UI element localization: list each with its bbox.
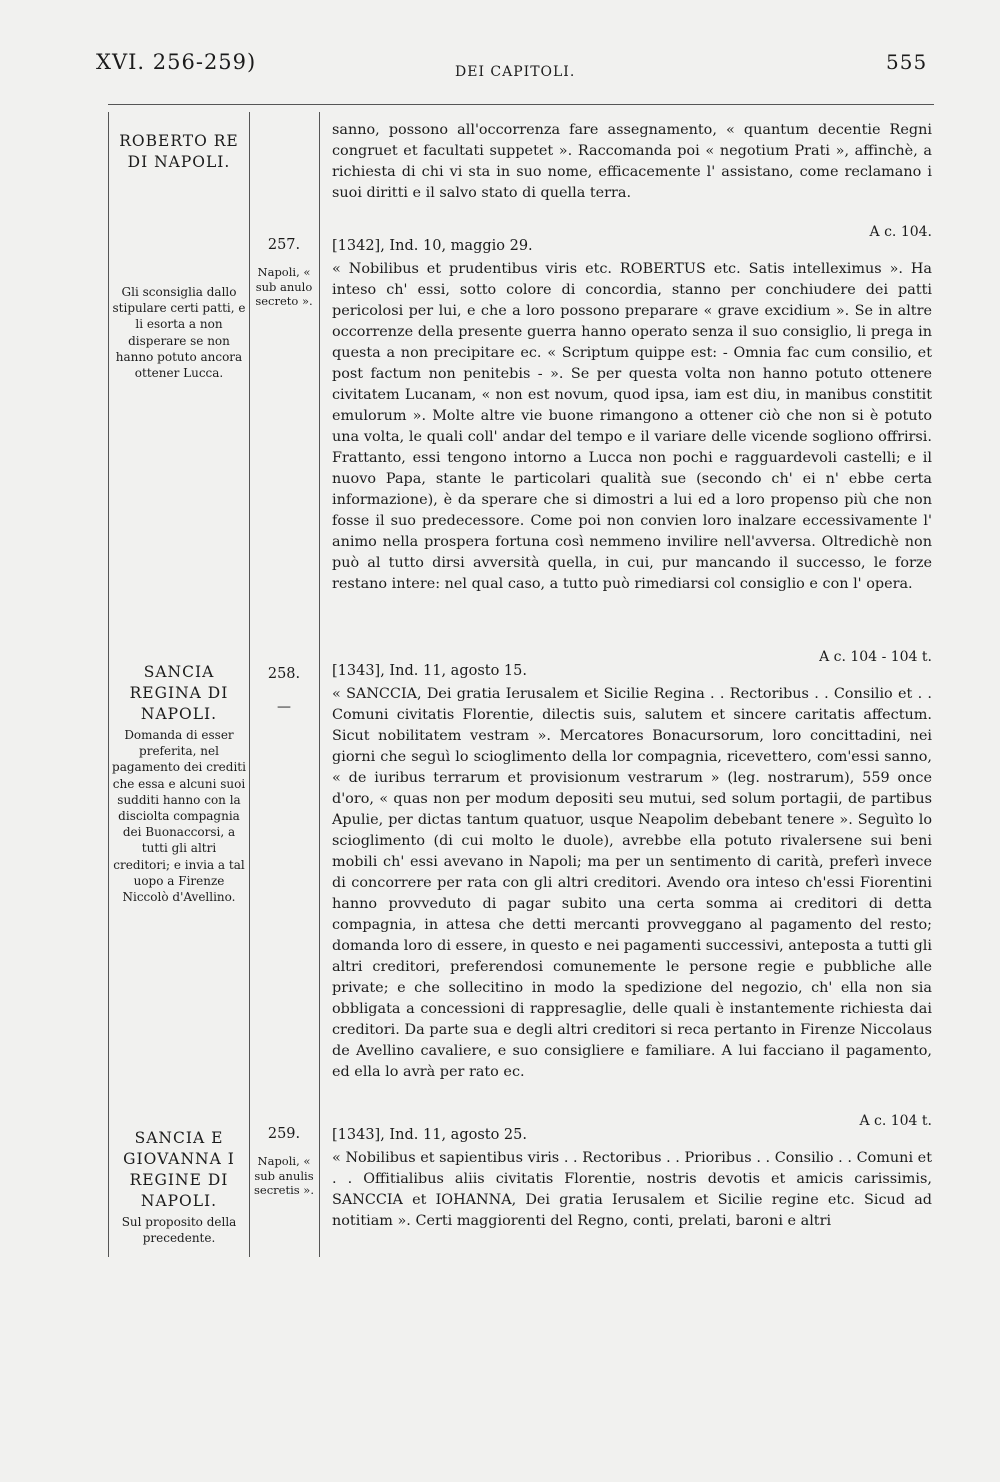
archive-reference: A c. 104.: [869, 224, 932, 240]
entry-summary: Domanda di esser preferita, nel pagamento dei crediti che essa e alcuni suoi sudditi hanno con la disciolta compagnia dei Buonaccorsi, a tutti gli altri creditori; e invia a tal uopo a Firenze Niccolò d'Avellino.: [112, 728, 246, 905]
header-rule: [108, 104, 934, 105]
letter-text: « Nobilibus et prudentibus viris etc. ROBERTUS etc. Satis intelleximus ». Ha inteso ch' essi, sotto colore di concordia, stanno per conchiudere dei patti pericolosi per lui, e che a loro possono preparare « grave excidium ». Se in altre occorrenze della presente guerra hanno operato senza il suo consiglio, li prega in questa a non precipitare ec. « Scriptum quippe est: - Omnia fac cum consilio, et post factum non penitebis - ». Se per questa volta non hanno potuto ottenere civitatem Lucanam, « non est novum, quod ipsa, iam est diu, in manibus constitit emulorum ». Molte altre vie buone rimangono a ottener ciò che non si è potuto una volta, le quali coll' andar del tempo e il variare delle vicende sogliono offrirsi. Frattanto, essi tengono intorno a Lucca non pochi e ragguardevoli castelli; e il nuovo Papa, stante le particolari qualità sue (secondo ch' ei n' ebbe certa informazione), è da sperare che si dimostri a lui ed a loro propenso più che non fosse il suo predecessore. Come poi non convien loro inalzare eccessivamente l' animo nella prospera fortuna così nemmeno invilire nell'avversa. Oltredichè non può al tutto dirsi avversità quella, in cui, pur mancando il successo, le forze restano intere: nel qual caso, a tutto può rimediarsi col consiglio e con l' opera.: [332, 261, 932, 592]
letter-text: « SANCCIA, Dei gratia Ierusalem et Sicilie Regina . . Rectoribus . . Consilio et . . Comuni civitatis Florentie, dilectis suis, salutem et sincere caritatis affectum. Sicut nobilitatem vestram ». Mercatores Bonacursorum, loro concittadini, nei giorni che seguì lo scioglimento della lor compagnia, ricevettero, com'essi sanno, « de iuribus terrarum et provisionum vestrarum » (leg. nostrarum), 559 once d'oro, « quas non per modum depositi seu mutui, sed solum portagii, de partibus Apulie, per dictas tantum quatuor, usque Neapolim debebant tenere ». Seguìto lo scioglimento (di cui molto le duole), avrebbe ella potuto rivalersene sui beni mobili ch' essi avevano in Napoli; ma per un sentimento di carità, preferì invece di concorrere per rata con gli altri creditori. Avendo ora inteso ch'essi Fiorentini hanno provveduto di pagar subito una certa somma ai creditori di detta compagnia, in attesa che detti mercanti provveggano al pagamento del resto; domanda loro di essere, in questo e nei pagamenti successivi, anteposta a tutti gli altri creditori, preferendosi comunemente le persone regie e pubbliche alle private; e che sollecitino in modo la spedizione del negozio, ch' ella non sia obbligata a concessioni di rappresaglie, delle quali è instantemente richiesta dai creditori. Da parte sua e degli altri creditori si reca pertanto in Firenze Niccolaus de Avellino cavaliere, e suo consigliere e familiare. A lui facciano il pagamento, ed ella lo avrà per rato ec.: [332, 686, 932, 1080]
section-reference: XVI. 256-259): [96, 50, 257, 74]
entry-date-heading: [1343], Ind. 11, agosto 15.: [332, 663, 527, 679]
letter-text: « Nobilibus et sapientibus viris . . Rectoribus . . Prioribus . . Consilio . . Comuni et . . Offitialibus aliis civitatis Florentie, nostris devotis et amicis carissimis, SANCCIA et IOHANNA, Dei gratia Ierusalem et Sicilie regine etc. Sicud ad notitiam ». Certi maggiorenti del Regno, conti, prelati, baroni e altri: [332, 1150, 932, 1229]
column-rule-right: [319, 112, 320, 1257]
entry-place: —: [277, 699, 291, 715]
sender-name: SANCIA REGINA DI NAPOLI.: [129, 663, 229, 723]
archive-reference: A c. 104 - 104 t.: [819, 649, 932, 665]
column-rule-middle: [249, 112, 250, 1257]
running-title: DEI CAPITOLI.: [455, 64, 576, 80]
entry-place: Napoli, « sub anulis secretis ».: [254, 1154, 314, 1198]
sender-name: SANCIA E GIOVANNA I REGINE DI NAPOLI.: [123, 1129, 235, 1210]
sender-name: ROBERTO RE DI NAPOLI.: [119, 132, 239, 171]
archive-reference: A c. 104 t.: [859, 1113, 932, 1129]
column-rule-left: [108, 112, 109, 1257]
entry-summary: Gli sconsiglia dallo stipulare certi patti, e li esorta a non disperare se non hanno potuto ancora ottener Lucca.: [112, 285, 246, 381]
page-number: 555: [886, 50, 928, 74]
entry-number: 258.: [267, 666, 301, 682]
entry-summary: Sul proposito della precedente.: [121, 1215, 237, 1246]
letter-text: sanno, possono all'occorrenza fare assegnamento, « quantum decentie Regni congruet et facultati suppetet ». Raccomanda poi « negotium Prati », affinchè, a richiesta di chi vi sta in suo nome, efficacemente l' assistano, come reclamano i suoi diritti e il salvo stato di quella terra.: [332, 122, 932, 201]
entry-number: 257.: [267, 237, 301, 253]
entry-place: Napoli, « sub anulo secreto ».: [255, 265, 313, 309]
entry-number: 259.: [267, 1126, 301, 1142]
entry-date-heading: [1342], Ind. 10, maggio 29.: [332, 238, 533, 254]
entry-date-heading: [1343], Ind. 11, agosto 25.: [332, 1127, 527, 1143]
